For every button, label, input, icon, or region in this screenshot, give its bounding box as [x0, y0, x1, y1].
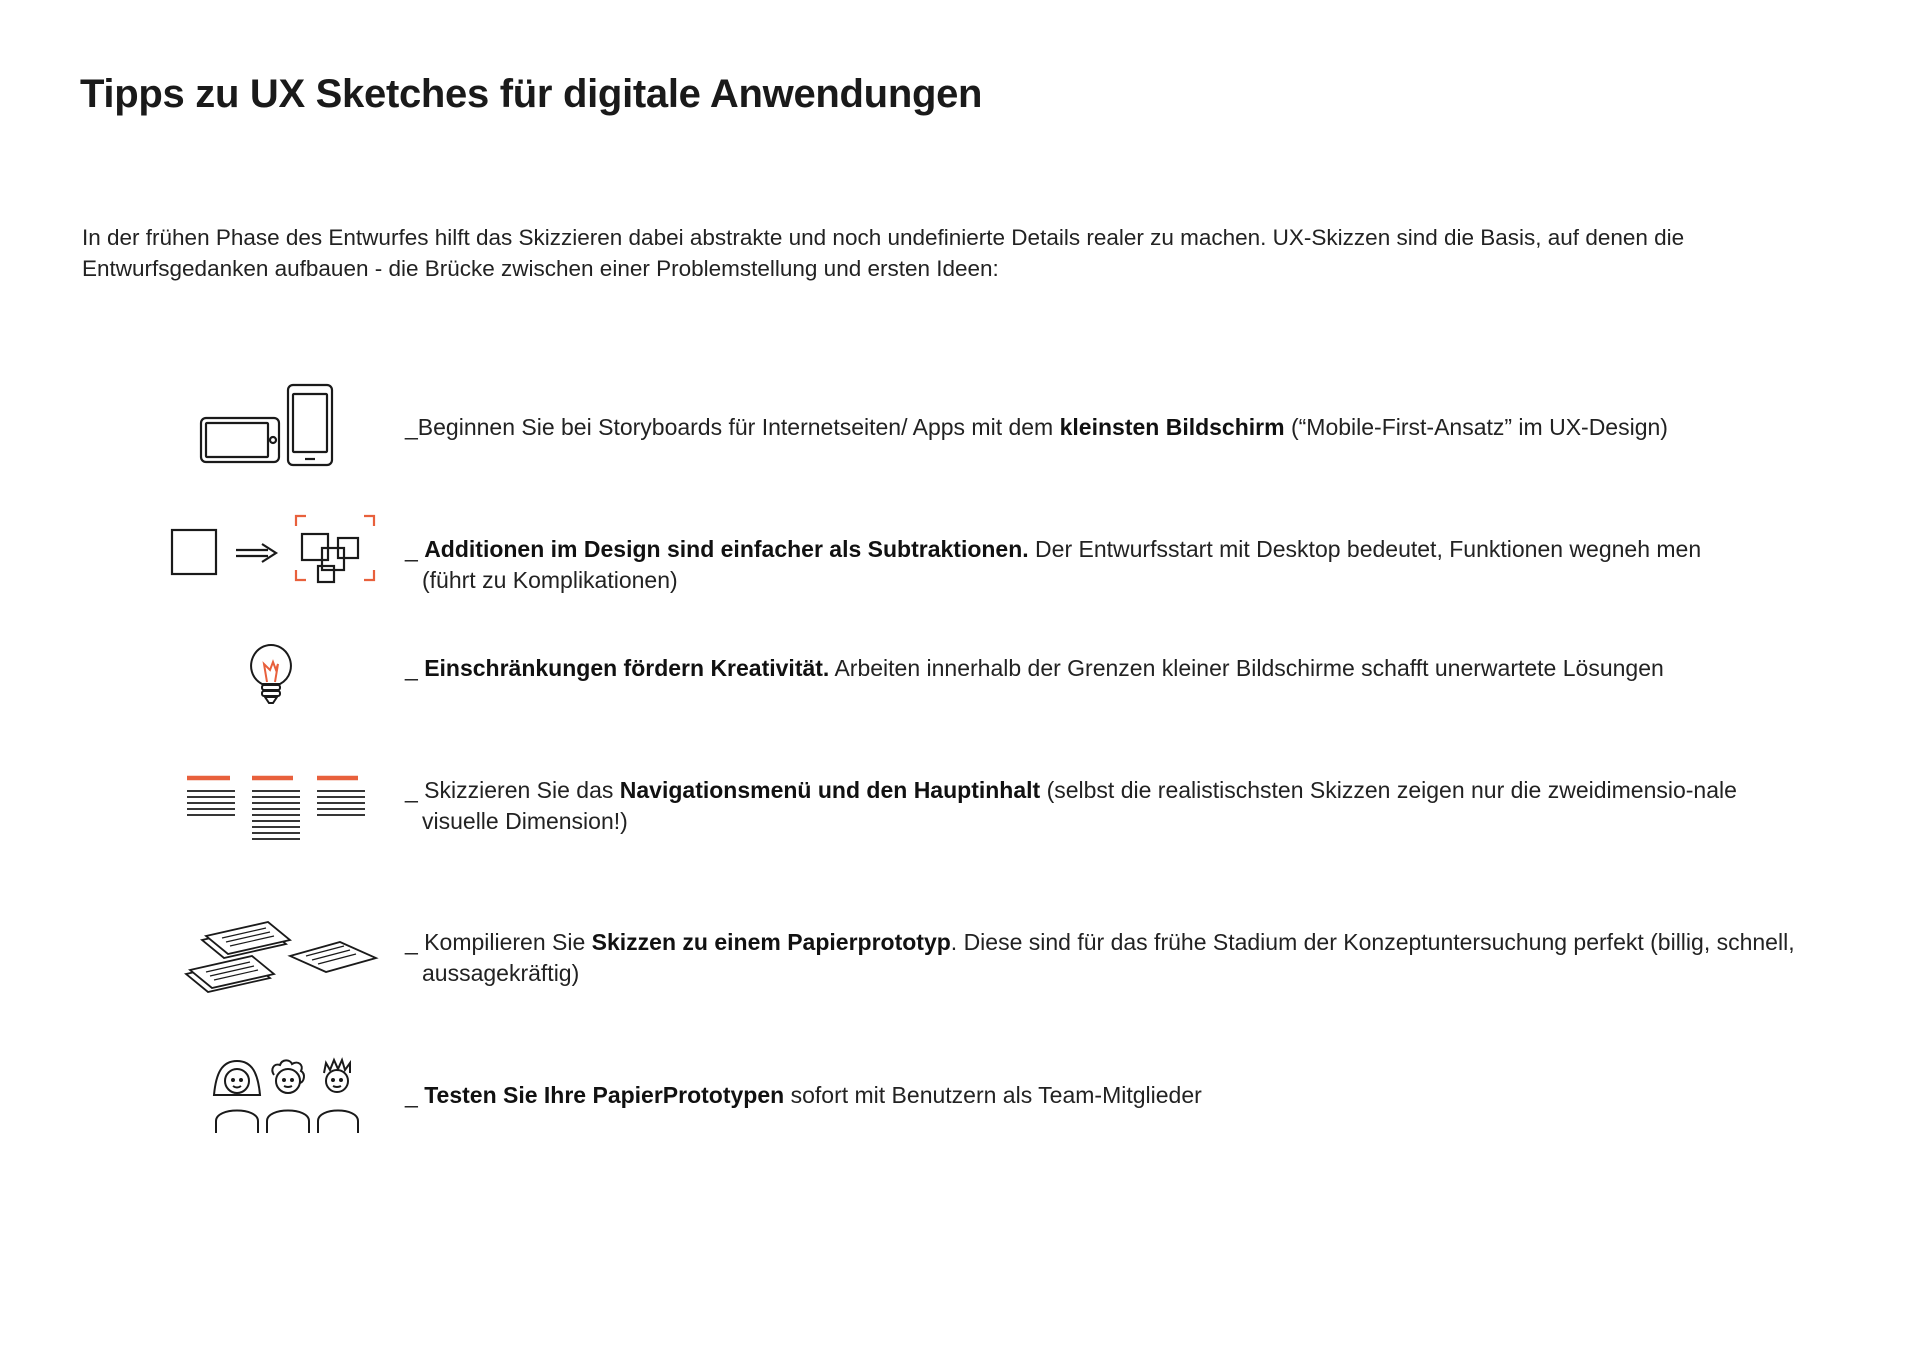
navigation-columns-icon [185, 775, 370, 845]
paper-stacks-icon [180, 918, 380, 998]
page-title: Tipps zu UX Sketches für digitale Anwendungen [80, 72, 983, 116]
intro-paragraph: In der frühen Phase des Entwurfes hilft das Skizzieren dabei abstrakte und noch undefinierte Details realer zu machen. UX-Skizzen sind die Basis, auf denen die Entwurfsgedanken aufbauen - die Brücke zwischen einer Problemstellung und ersten Ideen: [82, 225, 1685, 281]
devices-icon [195, 380, 345, 470]
tip-item: _ Skizzieren Sie das Navigationsmenü und den Hauptinhalt (selbst die realistischsten Skizzen zeigen nur die zweidimensio-nale visuelle Dimension!) [405, 777, 1737, 834]
add-elements-icon [168, 512, 378, 596]
lightbulb-icon [246, 640, 296, 710]
tip-item: _Beginnen Sie bei Storyboards für Internetseiten/ Apps mit dem kleinsten Bildschirm (“Mobile-First-Ansatz” im UX-Design) [405, 414, 1668, 440]
users-icon [208, 1055, 368, 1135]
tip-item: _ Testen Sie Ihre PapierPrototypen sofort mit Benutzern als Team-Mitglieder [405, 1082, 1202, 1108]
tip-item: _ Additionen im Design sind einfacher als Subtraktionen. Der Entwurfsstart mit Desktop bedeutet, Funktionen wegneh men (führt zu Komplikationen) [405, 536, 1702, 593]
tip-item: _ Kompilieren Sie Skizzen zu einem Papierprototyp. Diese sind für das frühe Stadium der Konzeptuntersuchung perfekt (billig, schnell, aussagekräftig) [405, 929, 1795, 986]
tip-item: _ Einschränkungen fördern Kreativität. Arbeiten innerhalb der Grenzen kleiner Bildschirme schafft unerwartete Lösungen [405, 655, 1664, 681]
